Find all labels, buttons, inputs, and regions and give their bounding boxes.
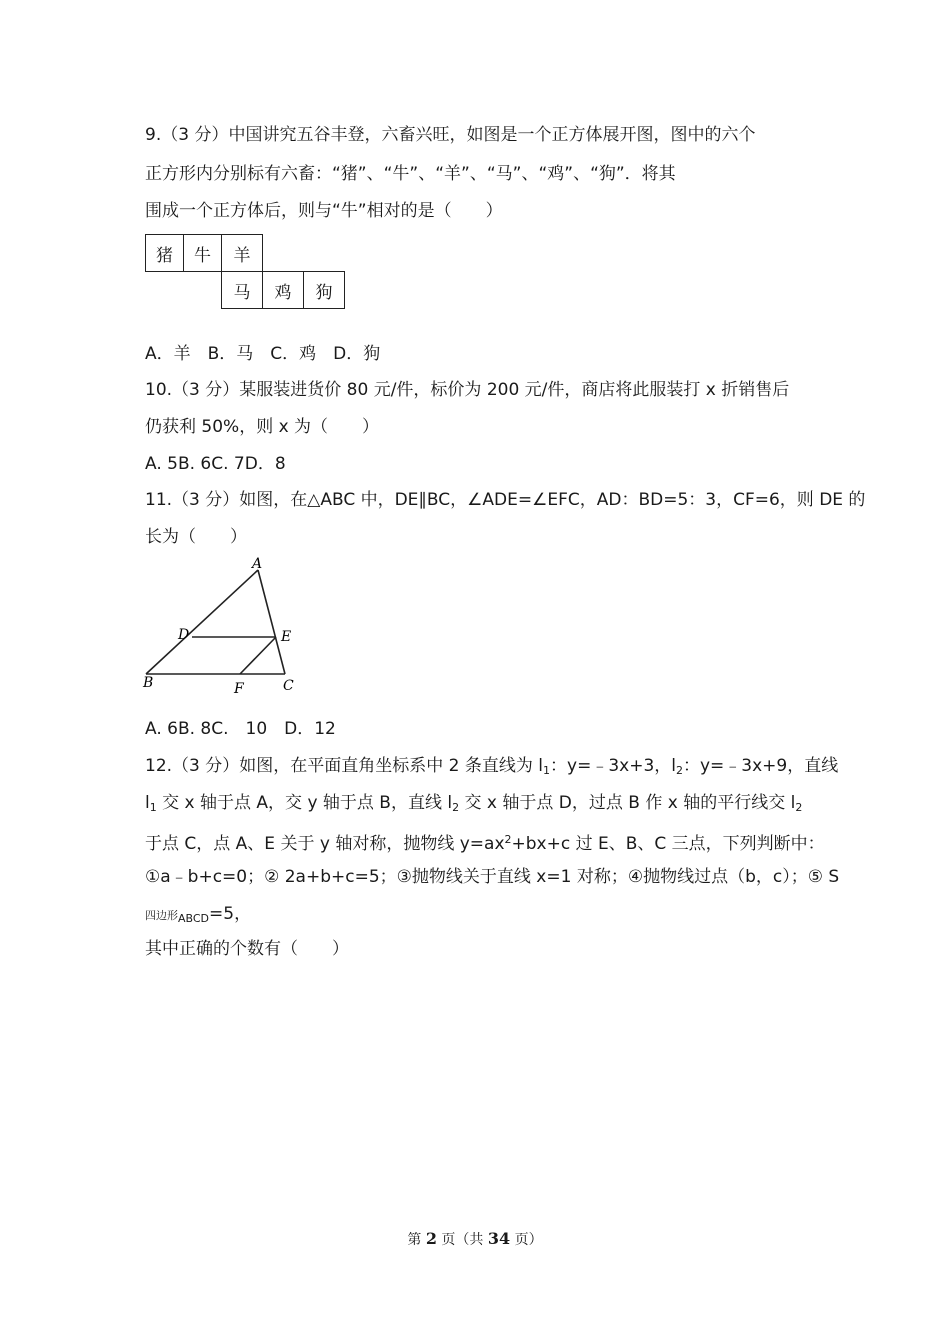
q10-line-1: 10.（3 分）某服装进货价 80 元/件，标价为 200 元/件，商店将此服装打 x 折销售后	[145, 380, 790, 400]
label-d: D	[178, 627, 190, 643]
segment-ac	[258, 570, 285, 674]
total-page-number: 34	[487, 1229, 511, 1248]
q11-options: A. 6B. 8C. 10 D．12	[145, 719, 336, 739]
segment-ef	[240, 637, 276, 674]
q10-options: A. 5B. 6C. 7D．8	[145, 454, 286, 474]
q11-line-1: 11.（3 分）如图，在△ABC 中，DE∥BC，∠ADE=∠EFC，AD：BD=5：3，CF=6，则 DE 的	[145, 490, 866, 510]
q9-line-1: 9.（3 分）中国讲究五谷丰登，六畜兴旺，如图是一个正方体展开图，图中的六个	[145, 125, 756, 145]
q9-line-3: 围成一个正方体后，则与“牛”相对的是（ ）	[145, 201, 503, 221]
label-f: F	[234, 681, 244, 695]
q12-line-5: 四边形$_{ABCD}$=5，	[145, 904, 252, 925]
label-c: C	[283, 678, 294, 694]
q12-line-6: 其中正确的个数有（ ）	[145, 939, 349, 959]
q12-line-2: $l_1$ 交 x 轴于点 A，交 y 轴于点 B，直线 $l_2$ 交 x 轴于点 D，过点 B 作 x 轴的平行线交 $l_2$	[145, 793, 803, 814]
net-cell-dog: 狗	[303, 271, 345, 309]
net-cell-sheep: 羊	[221, 234, 263, 272]
cube-net-figure	[145, 234, 345, 314]
q12-line-3: 于点 C，点 A、E 关于 y 轴对称，抛物线 $y=ax^2+bx+c$ 过 E、B、C 三点，下列判断中：	[145, 833, 825, 854]
q9-line-2: 正方形内分别标有六畜：“猪”、“牛”、“羊”、“马”、“鸡”、“狗”．将其	[145, 164, 676, 184]
net-cell-ox: 牛	[183, 234, 222, 272]
net-cell-chicken: 鸡	[262, 271, 304, 309]
q12-line-1: 12.（3 分）如图，在平面直角坐标系中 2 条直线为 $l_1$：y=﹣3x+3，$l_2$：y=﹣3x+9，直线	[145, 756, 839, 777]
triangle-figure	[140, 555, 305, 695]
current-page-number: 2	[425, 1229, 437, 1248]
q10-line-2: 仍获利 50%，则 x 为（ ）	[145, 417, 380, 437]
q9-options: A．羊 B．马 C．鸡 D．狗	[145, 344, 381, 364]
label-a: A	[252, 556, 263, 572]
label-b: B	[143, 675, 154, 691]
segment-ab	[146, 570, 258, 674]
net-cell-horse: 马	[221, 271, 263, 309]
q11-line-2: 长为（ ）	[145, 527, 247, 547]
q12-line-4: ①a﹣b+c=0；② 2a+b+c=5；③抛物线关于直线 x=1 对称；④抛物线过点（b，c）；⑤ S	[145, 867, 840, 887]
label-e: E	[281, 629, 292, 645]
page-footer: 第 2 页（共 34 页）	[407, 1229, 543, 1248]
net-cell-pig: 猪	[145, 234, 184, 272]
